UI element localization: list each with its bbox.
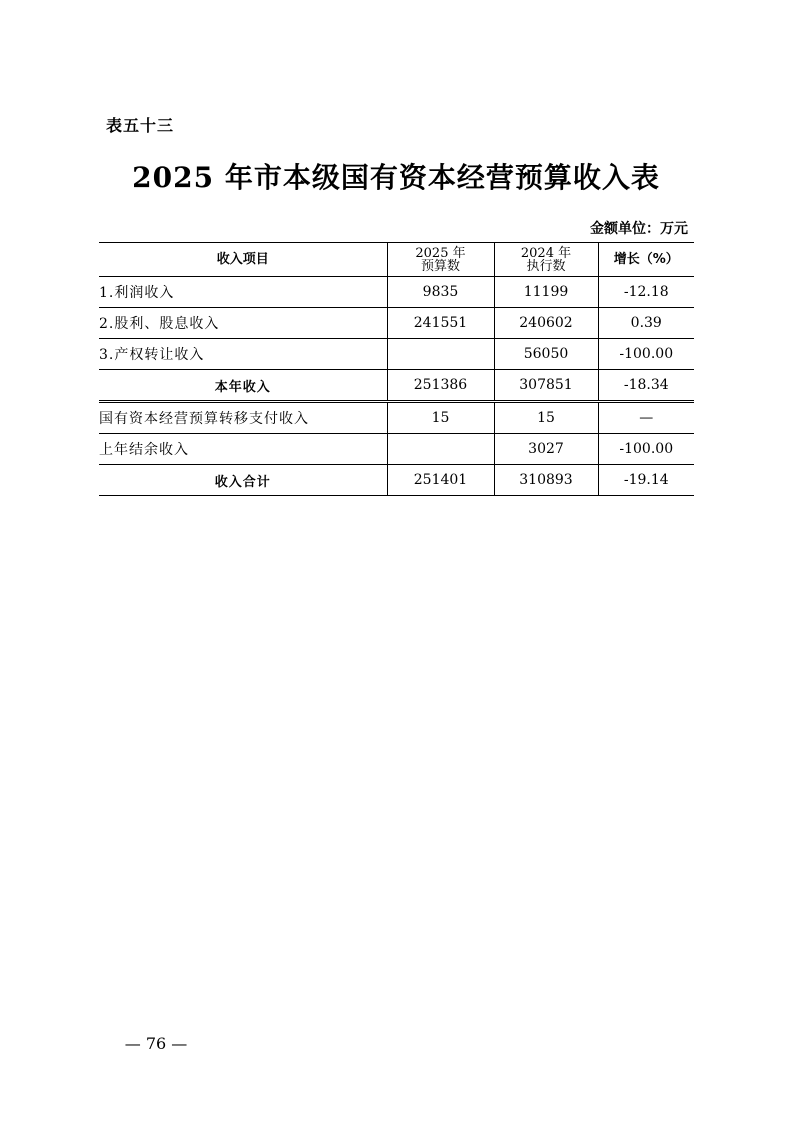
table-row [99, 277, 694, 308]
row-exec-2024: 310893 [494, 465, 598, 496]
row-item: 1.利润收入 [99, 277, 387, 308]
page-number: — 76 — [124, 1034, 188, 1053]
table-row [99, 308, 694, 339]
row-growth: -100.00 [598, 434, 694, 465]
row-exec-2024: 15 [494, 402, 598, 434]
row-growth: 0.39 [598, 308, 694, 339]
row-budget-2025: 251386 [387, 370, 494, 402]
row-growth: -18.34 [598, 370, 694, 402]
header-budget-2025 [387, 243, 494, 277]
row-item: 国有资本经营预算转移支付收入 [99, 402, 387, 434]
header-exec-2024 [494, 243, 598, 277]
row-growth: — [598, 402, 694, 434]
header-item: 收入项目 [99, 243, 387, 277]
row-budget-2025 [387, 339, 494, 370]
row-growth: -100.00 [598, 339, 694, 370]
header-exec-2024-year: 2024 年 [520, 245, 572, 261]
revenue-table [99, 242, 694, 496]
row-growth: -19.14 [598, 465, 694, 496]
total-row [99, 465, 694, 496]
header-budget-2025-year: 2025 年 [415, 245, 466, 261]
table-row [99, 339, 694, 370]
row-exec-2024: 11199 [494, 277, 598, 308]
row-exec-2024: 307851 [494, 370, 598, 402]
table-row [99, 434, 694, 465]
row-item: 本年收入 [99, 370, 387, 402]
row-budget-2025 [387, 434, 494, 465]
row-item: 3.产权转让收入 [99, 339, 387, 370]
row-item: 2.股利、股息收入 [99, 308, 387, 339]
row-item: 收入合计 [99, 465, 387, 496]
header-budget-2025-label: 预算数 [420, 258, 460, 274]
row-exec-2024: 240602 [494, 308, 598, 339]
row-budget-2025: 251401 [387, 465, 494, 496]
table-row [99, 402, 694, 434]
subtotal-row [99, 370, 694, 402]
header-exec-2024-label: 执行数 [526, 258, 566, 274]
row-item: 上年结余收入 [99, 434, 387, 465]
header-growth: 增长（%） [598, 243, 694, 277]
table-header-row [99, 243, 694, 277]
row-exec-2024: 3027 [494, 434, 598, 465]
page-title: 2025 年市本级国有资本经营预算收入表 [132, 161, 660, 194]
row-budget-2025: 15 [387, 402, 494, 434]
table-number: 表五十三 [106, 116, 175, 135]
row-budget-2025: 9835 [387, 277, 494, 308]
row-growth: -12.18 [598, 277, 694, 308]
unit-note: 金额单位：万元 [590, 221, 688, 237]
row-exec-2024: 56050 [494, 339, 598, 370]
row-budget-2025: 241551 [387, 308, 494, 339]
